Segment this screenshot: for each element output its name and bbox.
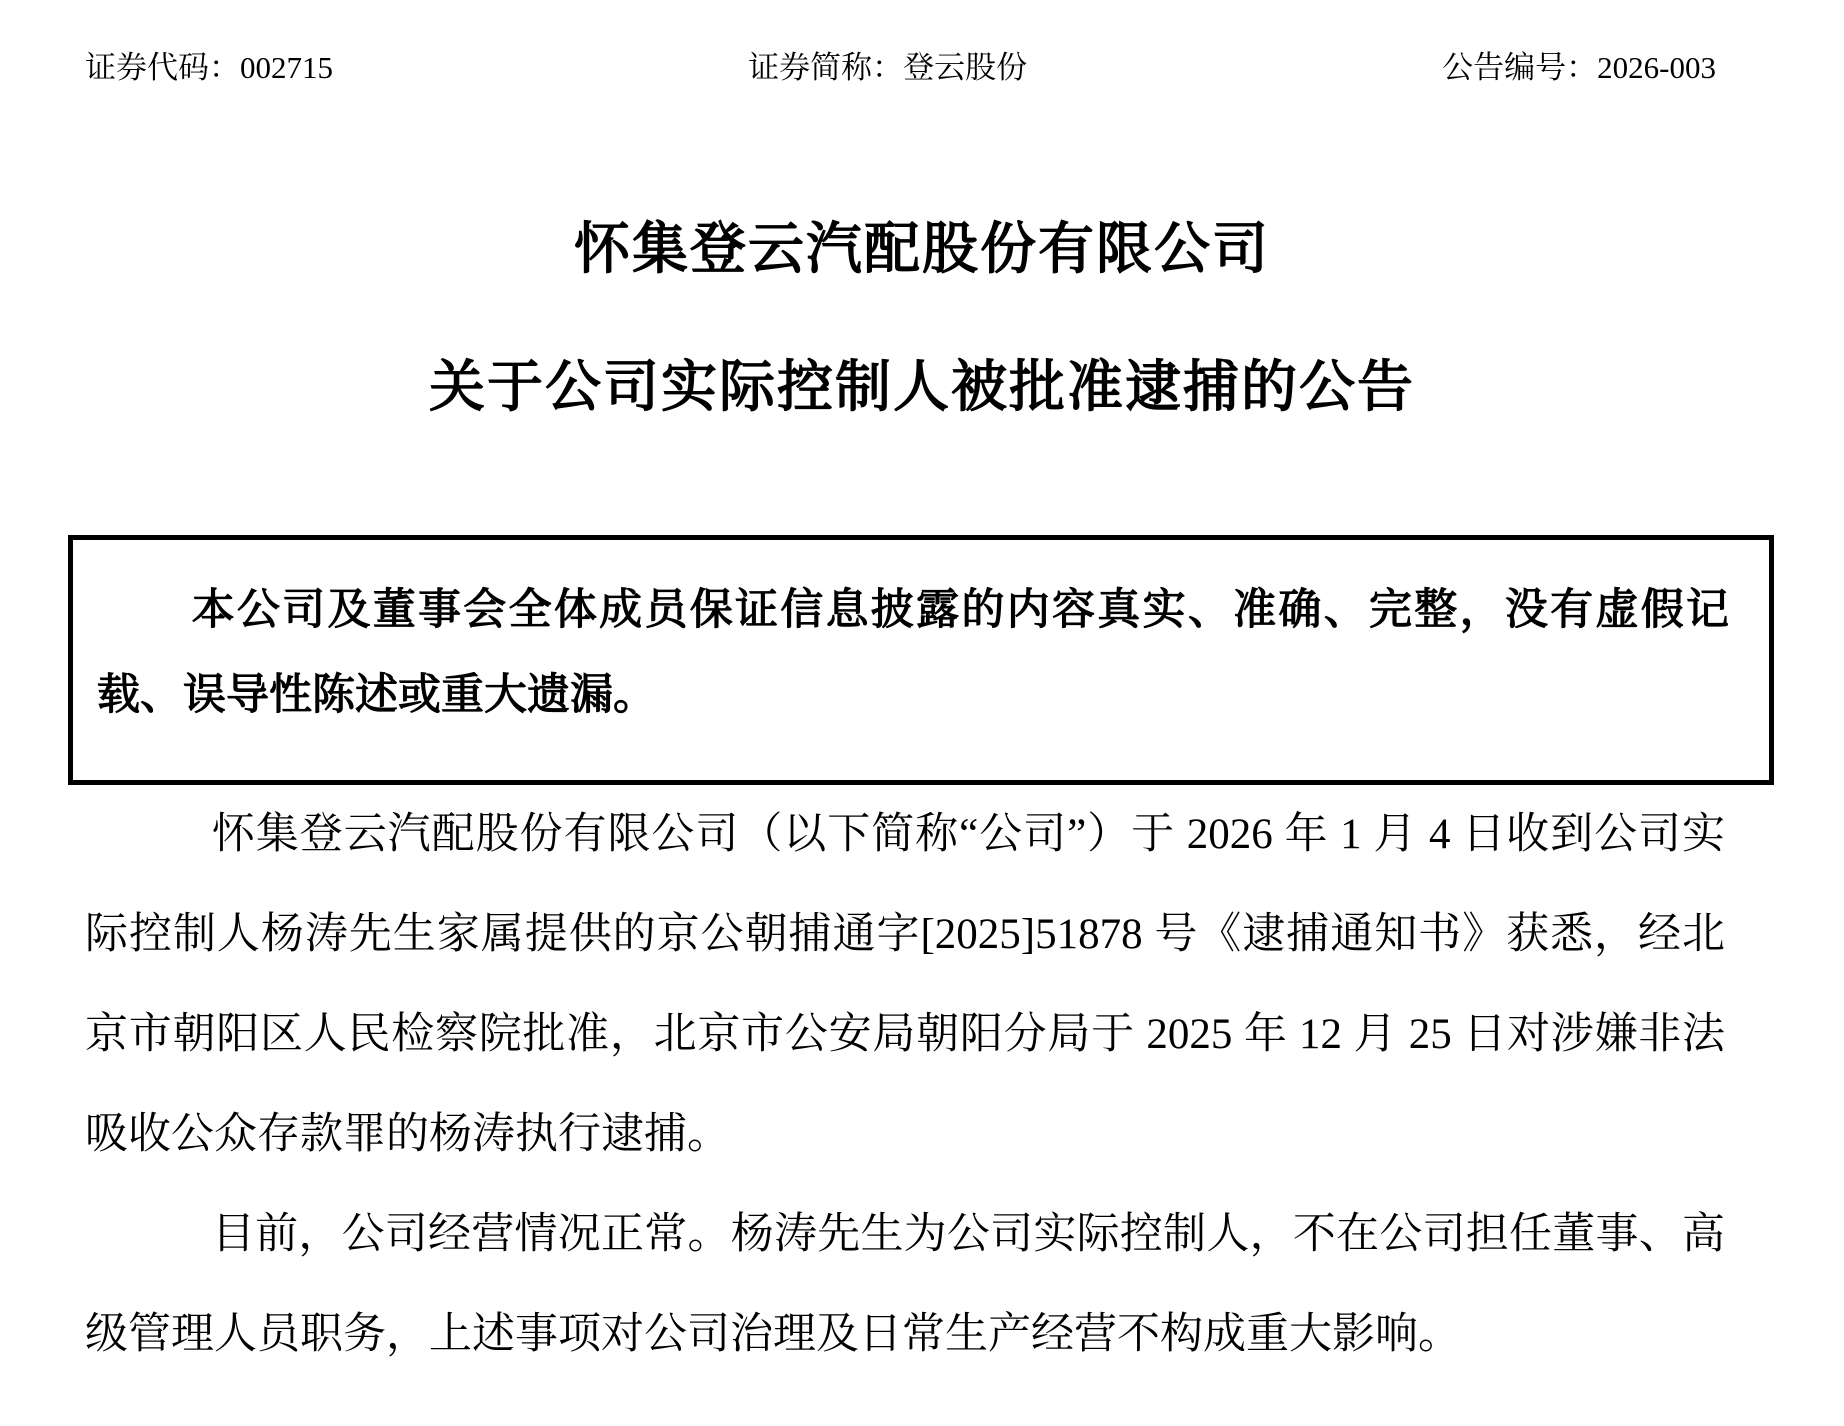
body-paragraph-1: 怀集登云汽配股份有限公司（以下简称“公司”）于 2026 年 1 月 4 日收到公司实际控制人杨涛先生家属提供的京公朝捕通字[2025]51878 号《逮捕通知书》获悉，经北京市朝阳区人民检察院批准，北京市公安局朝阳分局于 2025 年 12 月 25 日对涉嫌非法吸收公众存款罪的杨涛执行逮捕。 <box>85 811 1725 1158</box>
stock-short-name: 证券简称：登云股份 <box>748 50 1028 85</box>
disclaimer-box <box>68 535 1774 785</box>
announcement-subject-title: 关于公司实际控制人被批准逮捕的公告 <box>429 357 1415 419</box>
disclaimer-text: 本公司及董事会全体成员保证信息披露的内容真实、准确、完整，没有虚假记载、误导性陈述或重大遗漏。 <box>97 587 1729 719</box>
company-name-title: 怀集登云汽配股份有限公司 <box>574 219 1270 281</box>
document-header <box>0 0 1844 87</box>
announcement-number: 公告编号：2026-003 <box>1442 50 1716 85</box>
announcement-body <box>85 785 1725 1385</box>
stock-code: 证券代码：002715 <box>85 50 333 85</box>
body-paragraph-2: 目前，公司经营情况正常。杨涛先生为公司实际控制人，不在公司担任董事、高级管理人员职务，上述事项对公司治理及日常生产经营不构成重大影响。 <box>85 1211 1725 1358</box>
